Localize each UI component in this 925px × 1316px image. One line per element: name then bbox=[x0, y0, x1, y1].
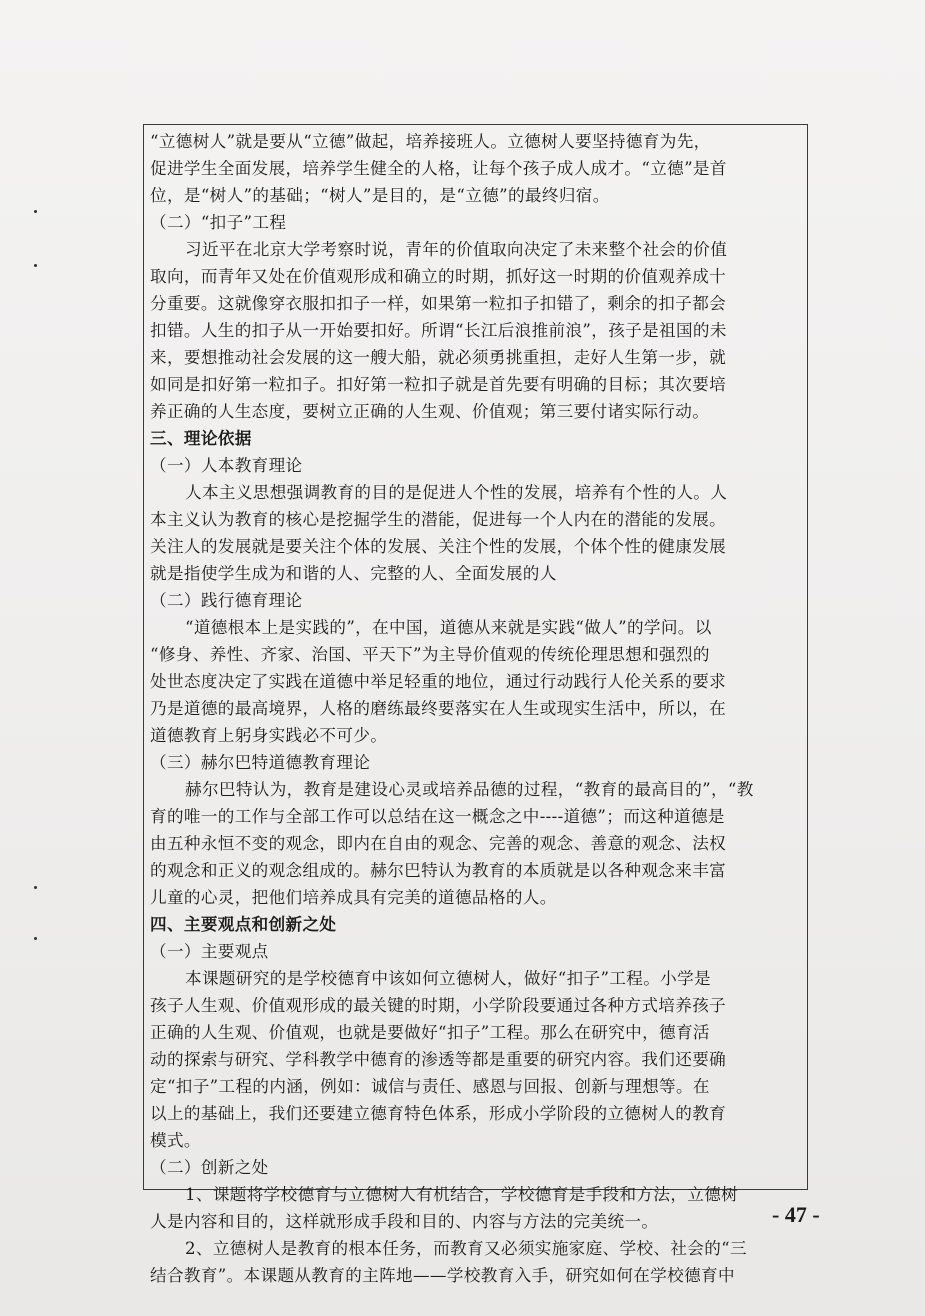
text-line: 扣错。人生的扣子从一开始要扣好。所谓“长江后浪推前浪”，孩子是祖国的未 bbox=[150, 321, 727, 340]
binding-hole-mark bbox=[34, 937, 37, 940]
text-line: 正确的人生观、价值观，也就是要做好“扣子”工程。那么在研究中，德育活 bbox=[150, 1023, 710, 1042]
binding-hole-mark bbox=[34, 886, 37, 889]
text-line: （二）创新之处 bbox=[150, 1158, 269, 1177]
text-line: （二）“扣子”工程 bbox=[150, 213, 287, 232]
text-line: 人本主义思想强调教育的目的是促进人个性的发展，培养有个性的人。人 bbox=[185, 483, 728, 502]
text-line: “修身、养性、齐家、治国、平天下”为主导价值观的传统伦理思想和强烈的 bbox=[150, 645, 710, 664]
document-body bbox=[150, 128, 795, 1289]
text-line: 关注人的发展就是要关注个体的发展、关注个性的发展，个体个性的健康发展 bbox=[150, 537, 727, 556]
text-line: 育的唯一的工作与全部工作可以总结在这一概念之中----道德”；而这种道德是 bbox=[150, 807, 725, 826]
text-line: 来，要想推动社会发展的这一艘大船，就必须勇挑重担，走好人生第一步，就 bbox=[150, 348, 727, 367]
text-line: 动的探索与研究、学科教学中德育的渗透等都是重要的研究内容。我们还要确 bbox=[150, 1050, 727, 1069]
text-line: （三）赫尔巴特道德教育理论 bbox=[150, 753, 371, 772]
text-line: 孩子人生观、价值观形成的最关键的时期，小学阶段要通过各种方式培养孩子 bbox=[150, 996, 727, 1015]
text-line: 本课题研究的是学校德育中该如何立德树人，做好“扣子”工程。小学是 bbox=[185, 969, 711, 988]
text-line: 赫尔巴特认为，教育是建设心灵或培养品德的过程，“教育的最高目的”，“教 bbox=[185, 780, 754, 799]
text-line: 本主义认为教育的核心是挖掘学生的潜能，促进每一个人内在的潜能的发展。 bbox=[150, 510, 727, 529]
text-line: 处世态度决定了实践在道德中举足轻重的地位，通过行动践行人伦关系的要求 bbox=[150, 672, 727, 691]
text-line: “道德根本上是实践的”，在中国，道德从来就是实践“做人”的学问。以 bbox=[185, 618, 712, 637]
text-line: 人是内容和目的，这样就形成手段和目的、内容与方法的完美统一。 bbox=[150, 1212, 659, 1231]
text-line: 促进学生全面发展，培养学生健全的人格，让每个孩子成人成才。“立德”是首 bbox=[150, 159, 727, 178]
binding-hole-mark bbox=[34, 210, 37, 213]
section-heading: 四、主要观点和创新之处 bbox=[150, 914, 337, 934]
text-line: （二）践行德育理论 bbox=[150, 591, 303, 610]
text-line: 以上的基础上，我们还要建立德育特色体系，形成小学阶段的立德树人的教育 bbox=[150, 1104, 727, 1123]
text-line: 2、立德树人是教育的根本任务，而教育又必须实施家庭、学校、社会的“三 bbox=[185, 1239, 747, 1258]
text-line: （一）主要观点 bbox=[150, 942, 269, 961]
text-line: 1、课题将学校德育与立德树人有机结合，学校德育是手段和方法，立德树 bbox=[185, 1185, 739, 1204]
text-line: 分重要。这就像穿衣服扣扣子一样，如果第一粒扣子扣错了，剩余的扣子都会 bbox=[150, 294, 727, 313]
text-line: （一）人本教育理论 bbox=[150, 456, 303, 475]
text-line: 儿童的心灵，把他们培养成具有完美的道德品格的人。 bbox=[150, 888, 557, 907]
page-number: - 47 - bbox=[772, 1202, 820, 1227]
text-line: 结合教育”。本课题从教育的主阵地——学校教育入手，研究如何在学校德育中 bbox=[150, 1266, 735, 1285]
text-line: 养正确的人生态度，要树立正确的人生观、价值观；第三要付诸实际行动。 bbox=[150, 402, 710, 421]
text-line: 习近平在北京大学考察时说，青年的价值取向决定了未来整个社会的价值 bbox=[185, 240, 728, 259]
text-line: “立德树人”就是要从“立德”做起，培养接班人。立德树人要坚持德育为先， bbox=[150, 132, 711, 151]
text-line: 道德教育上躬身实践必不可少。 bbox=[150, 726, 388, 745]
text-line: 的观念和正义的观念组成的。赫尔巴特认为教育的本质就是以各种观念来丰富 bbox=[150, 861, 727, 880]
text-line: 定“扣子”工程的内涵，例如：诚信与责任、感恩与回报、创新与理想等。在 bbox=[150, 1077, 710, 1096]
text-line: 如同是扣好第一粒扣子。扣好第一粒扣子就是首先要有明确的目标；其次要培 bbox=[150, 375, 727, 394]
text-line: 取向，而青年又处在价值观形成和确立的时期，抓好这一时期的价值观养成十 bbox=[150, 267, 727, 286]
text-line: 位，是“树人”的基础；“树人”是目的，是“立德”的最终归宿。 bbox=[150, 186, 610, 205]
text-line: 乃是道德的最高境界，人格的磨练最终要落实在人生或现实生活中，所以，在 bbox=[150, 699, 727, 718]
binding-hole-mark bbox=[34, 264, 37, 267]
text-line: 就是指使学生成为和谐的人、完整的人、全面发展的人 bbox=[150, 564, 557, 583]
text-line: 由五种永恒不变的观念，即内在自由的观念、完善的观念、善意的观念、法权 bbox=[150, 834, 727, 853]
section-heading: 三、理论依据 bbox=[150, 428, 252, 448]
text-line: 模式。 bbox=[150, 1131, 201, 1150]
